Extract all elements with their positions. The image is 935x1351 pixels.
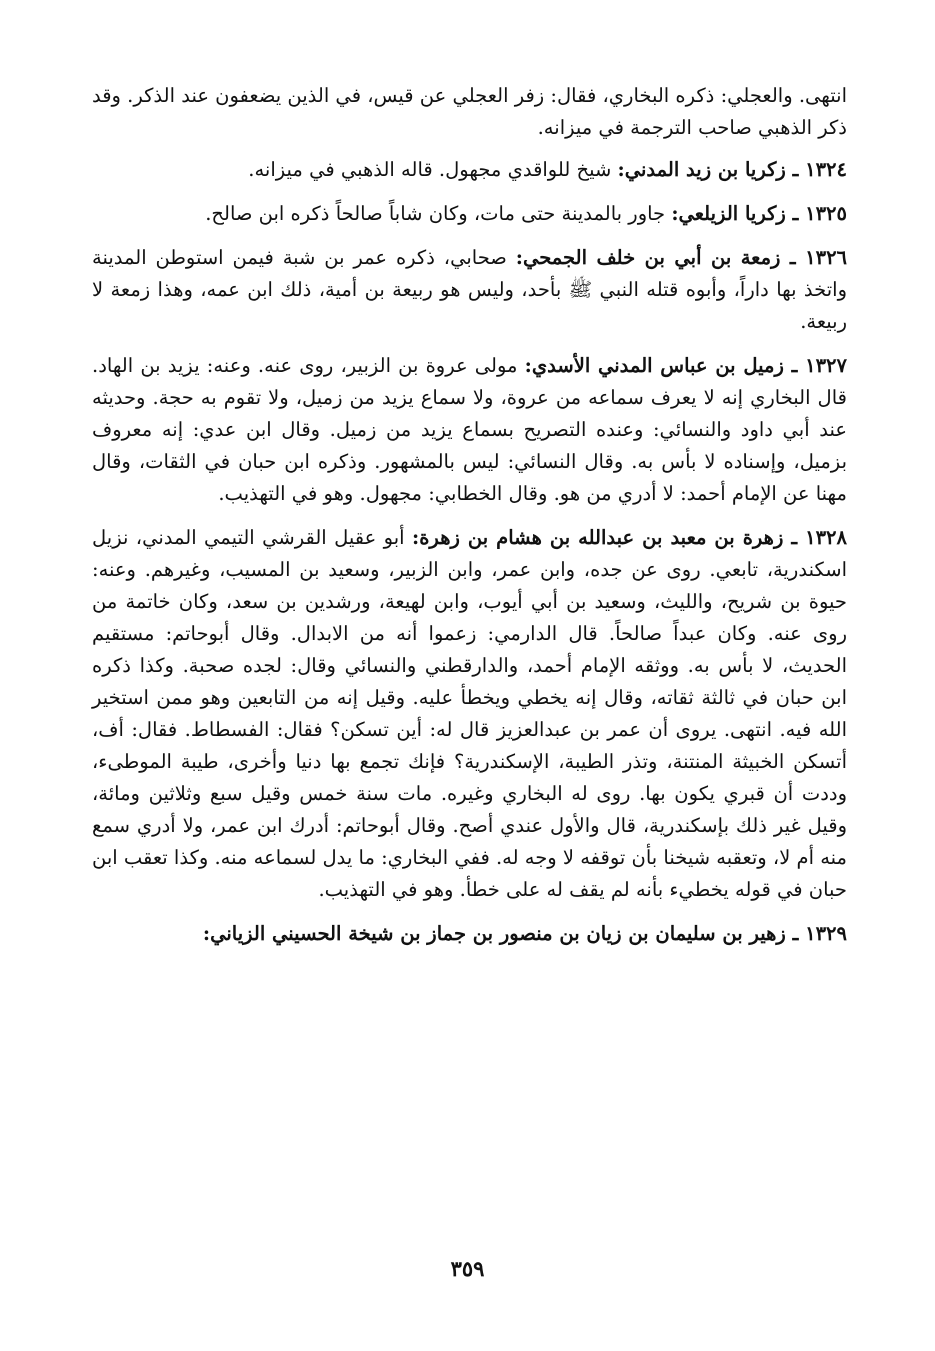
entry-1325: [92, 198, 847, 230]
entry-text: صحابي، ذكره عمر بن شبة فيمن استوطن المدينة واتخذ بها داراً، وأبوه قتله النبي ﷺ بأحد، وليس هو ربيعة بن أمية، ذلك ابن عمه، وهذا زمعة لا ربيعة.: [92, 246, 847, 333]
page-body: [92, 80, 847, 962]
entry-name: زهرة بن معبد بن عبدالله بن هشام بن زهرة:: [412, 526, 784, 549]
entry-number: ١٣٢٦: [805, 246, 848, 269]
entry-separator: ـ: [785, 922, 806, 945]
entry-number: ١٣٢٧: [805, 354, 848, 377]
entry-1324: [92, 154, 847, 186]
entry-text: جاور بالمدينة حتى مات، وكان شاباً صالحاً ذكره ابن صالح.: [205, 202, 666, 225]
entry-number: ١٣٢٩: [805, 922, 847, 945]
entry-name: زكريا بن زيد المدني:: [617, 158, 786, 181]
entry-name: زميل بن عباس المدني الأسدي:: [524, 354, 784, 377]
entry-number: ١٣٢٤: [805, 158, 847, 181]
intro-paragraph: [92, 80, 847, 144]
entry-separator: ـ: [785, 158, 806, 181]
entry-name: زمعة بن أبي بن خلف الجمحي:: [515, 246, 781, 269]
intro-text: انتهى. والعجلي: ذكره البخاري، فقال: زفر العجلي عن قيس، في الذين يضعفون عند الذكر. وقد ذكر الذهبي صاحب الترجمة في ميزانه.: [92, 84, 847, 139]
entry-separator: ـ: [783, 526, 806, 549]
entry-number: ١٣٢٨: [805, 526, 848, 549]
entry-text: مولى عروة بن الزبير، روى عنه. وعنه: يزيد بن الهاد. قال البخاري إنه لا يعرف سماعه من عروة، ولا سماع يزيد من زميل، ولا تقوم به حجة. وحديثه عند أبي داود والنسائي: وعنده التصريح بسماع يزيد من زميل. وقال ابن عدي: إنه معروف بزميل، وإسناده لا بأس به. وقال النسائي: ليس بالمشهور. وذكره ابن حبان في الثقات، وقال مهنا عن الإمام أحمد: لا أدري من هو. وقال الخطابي: مجهول. وهو في التهذيب.: [92, 354, 847, 505]
entry-1326: [92, 242, 847, 338]
entry-separator: ـ: [783, 354, 806, 377]
entry-name: زكريا الزيلعي:: [671, 202, 786, 225]
entry-text: أبو عقيل القرشي التيمي المدني، نزيل اسكندرية، تابعي. روى عن جده، وابن عمر، وابن الزبير، وسعيد بن المسيب، وغيرهم. وعنه: حيوة بن شريح، والليث، وسعيد بن أبي أيوب، وابن لهيعة، ورشدين بن سعد، وكان خاتمة من روى عنه. وكان عبداً صالحاً. قال الدارمي: زعموا أنه من الابدال. وقال أبوحاتم: مستقيم الحديث، لا بأس به. ووثقه الإمام أحمد، والدارقطني والنسائي وقال: لجده صحبة. وكذا ذكره ابن حبان في ثالثة ثقاته، وقال إنه يخطي ويخطأ عليه. وقيل إنه من التابعين وهو ممن استخير الله فيه. انتهى. يروى أن عمر بن عبدالعزيز قال له: أين تسكن؟ فقال: الفسطاط. فقال: أف، أتسكن الخبيثة المنتنة، وتذر الطيبة، الإسكندرية؟ فإنك تجمع بها دنيا وأخرى، طيبة الموطىء، وددت أن قبري يكون بها. روى له البخاري وغيره. مات سنة خمس وقيل سبع وثلاثين ومائة، وقيل غير ذلك بإسكندرية، قال والأول عندي أصح. وقال أبوحاتم: أدرك ابن عمر، ولا أدري سمع منه أم لا، وتعقبه شيخنا بأن توقفه لا وجه له. ففي البخاري: ما يدل لسماعه منه. وكذا تعقب ابن حبان في قوله يخطيء بأنه لم يقف له على خطأ. وهو في التهذيب.: [91, 526, 847, 901]
entry-number: ١٣٢٥: [805, 202, 847, 225]
entry-name: زهير بن سليمان بن زيان بن منصور بن جماز بن شيخة الحسيني الزياني:: [202, 922, 786, 945]
page-number: ٣٥٩: [450, 1256, 485, 1281]
entry-1327: [92, 350, 847, 510]
entry-1328: [92, 522, 847, 906]
entry-separator: ـ: [780, 246, 806, 269]
entry-1329: [92, 918, 847, 950]
entry-separator: ـ: [785, 202, 806, 225]
entry-text: شيخ للواقدي مجهول. قاله الذهبي في ميزانه.: [248, 158, 612, 181]
